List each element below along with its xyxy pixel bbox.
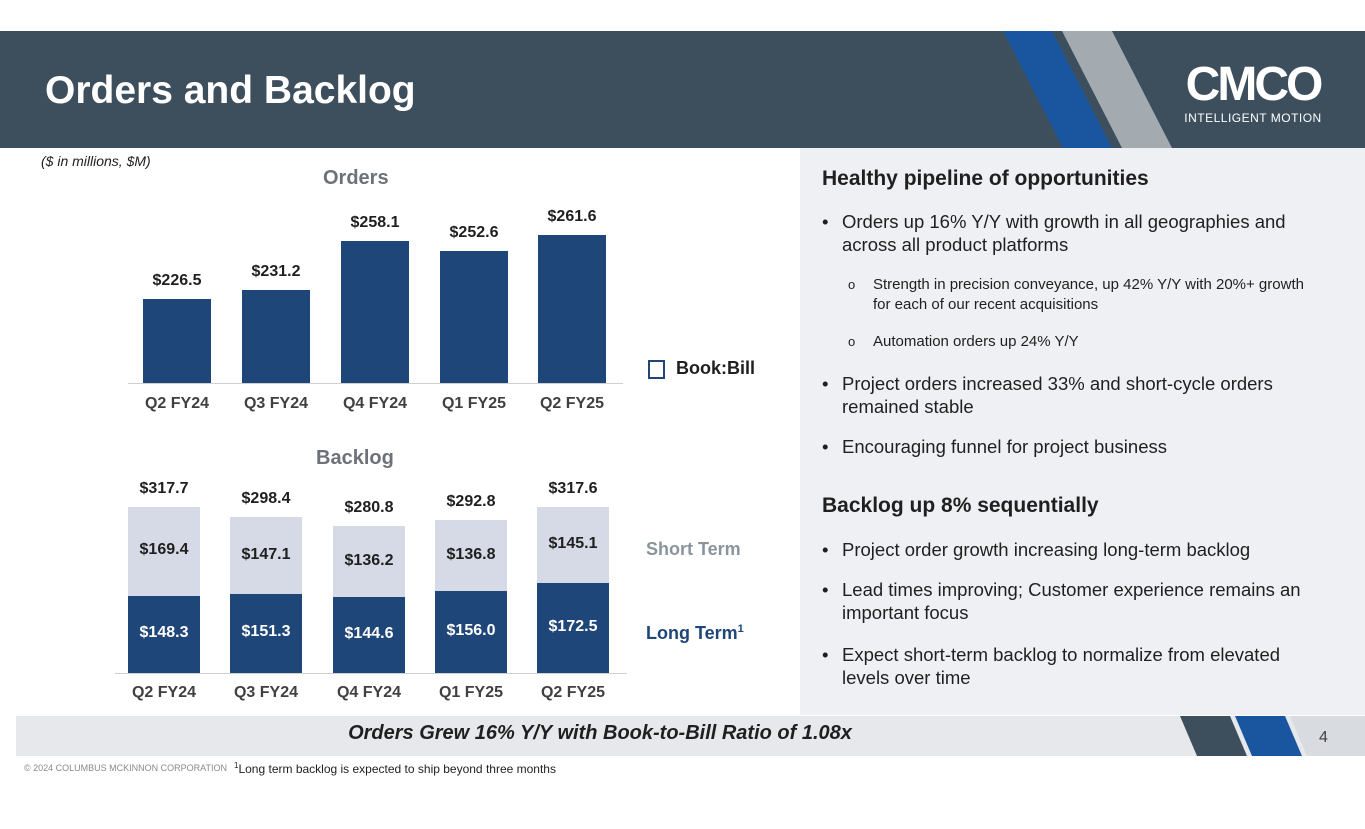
backlog-total-label: $298.4 [241, 490, 291, 508]
backlog-x-label: Q2 FY25 [540, 684, 606, 701]
short-term-legend: Short Term [646, 539, 741, 559]
long-term-legend [646, 623, 744, 644]
backlog-long-term-label: $156.0 [446, 622, 496, 640]
bullet-orders-up: • Orders up 16% Y/Y with growth in all geographies and across all product platforms [822, 211, 1286, 255]
bullet-project-growth: • Project order growth increasing long-term backlog [822, 539, 1251, 560]
bullet-funnel: • Encouraging funnel for project business [822, 436, 1167, 457]
bullet-lead-times: • Lead times improving; Customer experience remains an important focus [822, 579, 1301, 623]
backlog-total-label: $317.7 [139, 480, 189, 497]
backlog-axis-line [115, 673, 627, 674]
orders-value-label: $226.5 [152, 271, 202, 289]
backlog-long-term-label: $148.3 [139, 624, 189, 642]
orders-bar [538, 235, 606, 383]
backlog-x-label: Q2 FY24 [131, 684, 197, 701]
company-logo [1183, 58, 1323, 125]
bullet-dot-icon: • [822, 579, 829, 600]
bullet-project-orders: • Project orders increased 33% and short-cycle orders remained stable [822, 373, 1273, 417]
orders-x-label: Q2 FY25 [539, 395, 605, 412]
backlog-chart-title: Backlog [316, 447, 394, 469]
bullet-dot-icon: • [822, 373, 829, 394]
orders-value-label: $231.2 [251, 263, 301, 281]
header-banner [0, 31, 1365, 148]
book-bill-checkbox-icon [648, 360, 665, 379]
orders-bar [242, 290, 310, 383]
book-bill-label: Book:Bill [676, 358, 755, 378]
footer-headline: Orders Grew 16% Y/Y with Book-to-Bill Ratio of 1.08x [348, 722, 852, 744]
orders-x-label: Q3 FY24 [243, 395, 309, 412]
logo-tagline: INTELLIGENT MOTION [1184, 111, 1322, 125]
backlog-short-term-label: $136.2 [344, 551, 394, 569]
backlog-total-label: $317.6 [548, 480, 598, 498]
bullet-dot-icon: • [822, 644, 829, 665]
orders-value-label: $261.6 [547, 208, 597, 225]
backlog-x-label: Q1 FY25 [438, 684, 504, 701]
bullet-dot-icon: • [822, 211, 829, 232]
backlog-total-label: $292.8 [446, 493, 496, 510]
long-term-legend-sup: 1 [737, 623, 744, 635]
backlog-short-term-label: $145.1 [548, 534, 598, 552]
backlog-heading: Backlog up 8% sequentially [822, 494, 1099, 517]
footnote-sup: 1 [234, 761, 239, 770]
orders-chart-title: Orders [323, 167, 389, 189]
backlog-long-term-label: $144.6 [344, 625, 394, 643]
subbullet-automation: o Automation orders up 24% Y/Y [848, 333, 1079, 350]
orders-x-label: Q2 FY24 [144, 395, 210, 412]
copyright-text: © 2024 COLUMBUS MCKINNON CORPORATION [24, 763, 227, 773]
long-term-legend-label: Long Term [646, 623, 738, 643]
orders-x-label: Q4 FY24 [342, 395, 408, 412]
page-title: Orders and Backlog [45, 69, 416, 112]
page-number: 4 [1319, 729, 1328, 746]
units-note: ($ in millions, $M) [41, 153, 151, 169]
bullet-short-term-normalize: • Expect short-term backlog to normalize from elevated levels over time [822, 644, 1281, 688]
bullet-dot-icon: • [822, 436, 829, 457]
bullet-dot-icon: • [822, 539, 829, 560]
pipeline-heading: Healthy pipeline of opportunities [822, 167, 1149, 190]
logo-mark: CMCO [1185, 58, 1321, 111]
backlog-long-term-label: $172.5 [548, 617, 598, 635]
orders-axis-line [128, 383, 623, 384]
backlog-short-term-label: $136.8 [446, 545, 496, 563]
orders-value-label: $252.6 [449, 224, 499, 242]
backlog-short-term-label: $147.1 [241, 545, 291, 563]
orders-bar [440, 251, 508, 383]
backlog-x-label: Q4 FY24 [336, 684, 402, 701]
backlog-x-label: Q3 FY24 [233, 684, 299, 701]
orders-bar [143, 299, 211, 383]
footnote [234, 761, 556, 776]
backlog-short-term-label: $169.4 [139, 541, 189, 559]
subbullet-circle-icon: o [848, 334, 856, 349]
orders-x-label: Q1 FY25 [441, 395, 507, 412]
footnote-text: Long term backlog is expected to ship beyond three months [238, 762, 556, 776]
subbullet-circle-icon: o [848, 277, 856, 292]
backlog-total-label: $280.8 [344, 499, 394, 517]
orders-bar [341, 241, 409, 383]
subbullet-precision-conveyance: o Strength in precision conveyance, up 42% Y/Y with 20%+ growth for each of our recent acquisitions [848, 276, 1304, 313]
backlog-long-term-label: $151.3 [241, 623, 291, 641]
orders-value-label: $258.1 [350, 214, 400, 232]
